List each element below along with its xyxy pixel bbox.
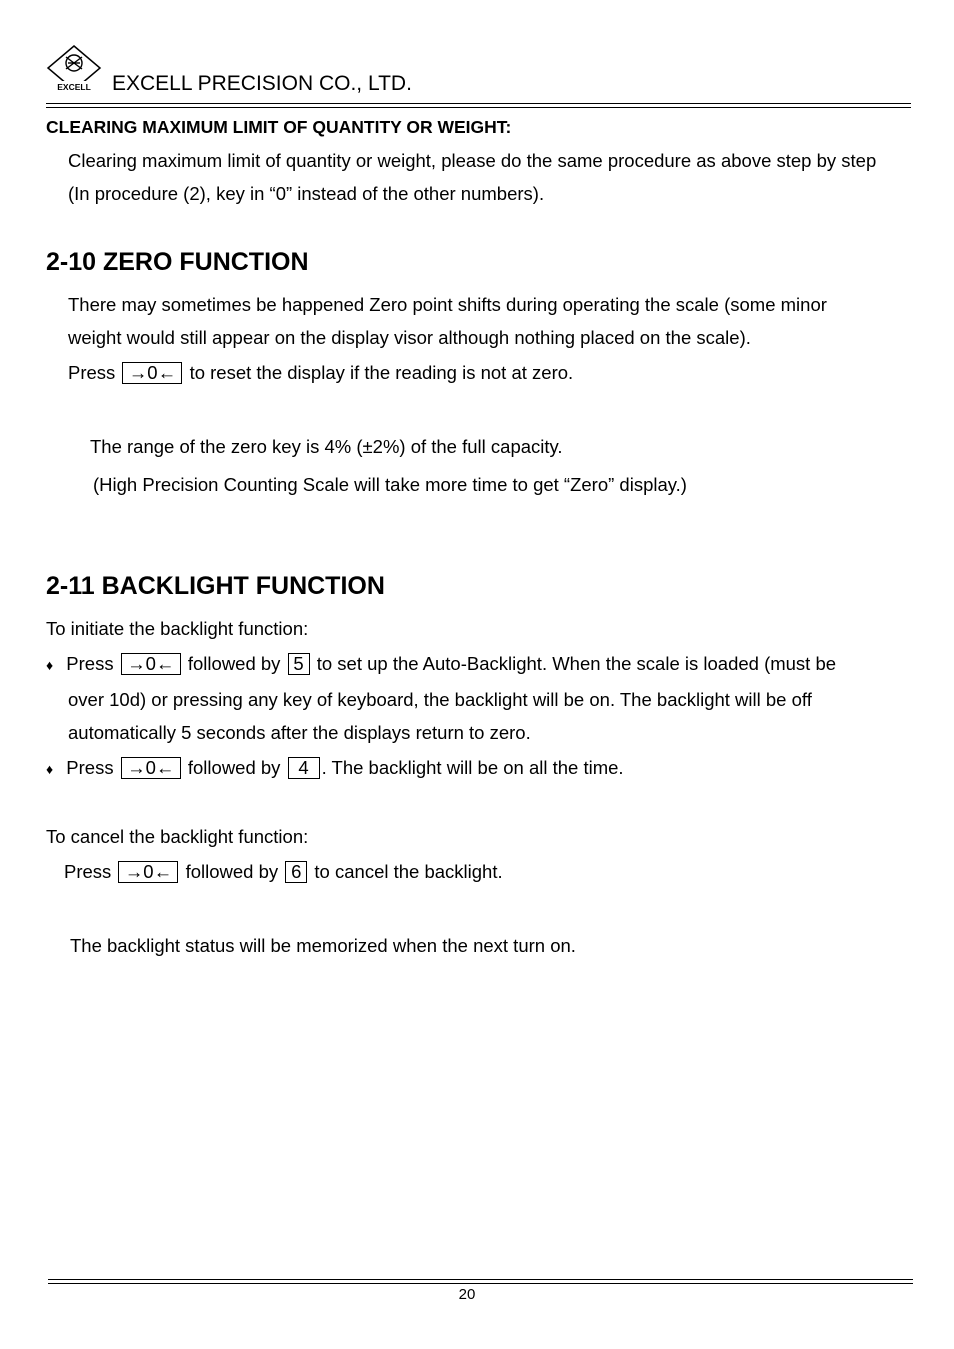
bullet-2-rest: . The backlight will be on all the time. [321, 757, 624, 778]
backlight-function-heading: 2-11 BACKLIGHT FUNCTION [46, 572, 385, 600]
backlight-cancel-label: To cancel the backlight function: [46, 826, 309, 847]
header-divider-thin [46, 107, 911, 108]
backlight-bullet-1-line-3: automatically 5 seconds after the displays return to zero. [68, 722, 531, 743]
zero-key-symbol: →0← [118, 861, 178, 883]
header-divider [46, 103, 911, 104]
clearing-line-2: (In procedure (2), key in “0” instead of the other numbers). [68, 183, 545, 204]
footer-divider [48, 1279, 913, 1280]
zero-line-2: weight would still appear on the display visor although nothing placed on the scale). [68, 327, 751, 348]
company-name: EXCELL PRECISION CO., LTD. [112, 72, 412, 95]
cancel-rest: to cancel the backlight. [314, 861, 503, 882]
zero-press-line [68, 362, 573, 384]
number-key-5: 5 [288, 653, 310, 675]
press-label: Press [66, 653, 114, 674]
zero-key-symbol: →0← [121, 757, 181, 779]
followed-by-label: followed by [187, 653, 281, 674]
number-key-6: 6 [285, 861, 307, 883]
footer-divider-thin [48, 1283, 913, 1284]
zero-press-suffix: to reset the display if the reading is not at zero. [189, 362, 574, 383]
zero-key-symbol: →0← [122, 362, 182, 384]
press-label: Press [68, 362, 116, 383]
press-label: Press [64, 861, 112, 882]
backlight-memory-note: The backlight status will be memorized when the next turn on. [70, 935, 576, 956]
followed-by-label: followed by [187, 757, 281, 778]
zero-range-note: The range of the zero key is 4% (±2%) of the full capacity. [90, 436, 563, 457]
backlight-bullet-2 [46, 757, 624, 779]
bullet-diamond-icon: ♦ [46, 657, 54, 673]
press-label: Press [66, 757, 114, 778]
followed-by-label: followed by [185, 861, 279, 882]
bullet-1-rest: to set up the Auto-Backlight. When the scale is loaded (must be [316, 653, 837, 674]
zero-precision-note: (High Precision Counting Scale will take more time to get “Zero” display.) [93, 474, 687, 495]
bullet-diamond-icon: ♦ [46, 761, 54, 777]
backlight-cancel-line [64, 861, 503, 883]
zero-line-1: There may sometimes be happened Zero point shifts during operating the scale (some minor [68, 294, 827, 315]
excell-logo [46, 44, 102, 94]
zero-function-heading: 2-10 ZERO FUNCTION [46, 248, 309, 276]
logo-wordmark: EXCELL [57, 82, 91, 92]
backlight-bullet-1-line-2: over 10d) or pressing any key of keyboard, the backlight will be on. The backlight will be off [68, 689, 812, 710]
clearing-heading: CLEARING MAXIMUM LIMIT OF QUANTITY OR WEIGHT: [46, 117, 512, 137]
backlight-initiate-label: To initiate the backlight function: [46, 618, 309, 639]
page-number: 20 [458, 1286, 476, 1303]
number-key-4: 4 [288, 757, 320, 779]
zero-key-symbol: →0← [121, 653, 181, 675]
backlight-bullet-1 [46, 653, 836, 675]
clearing-line-1: Clearing maximum limit of quantity or weight, please do the same procedure as above step by step [68, 150, 877, 171]
